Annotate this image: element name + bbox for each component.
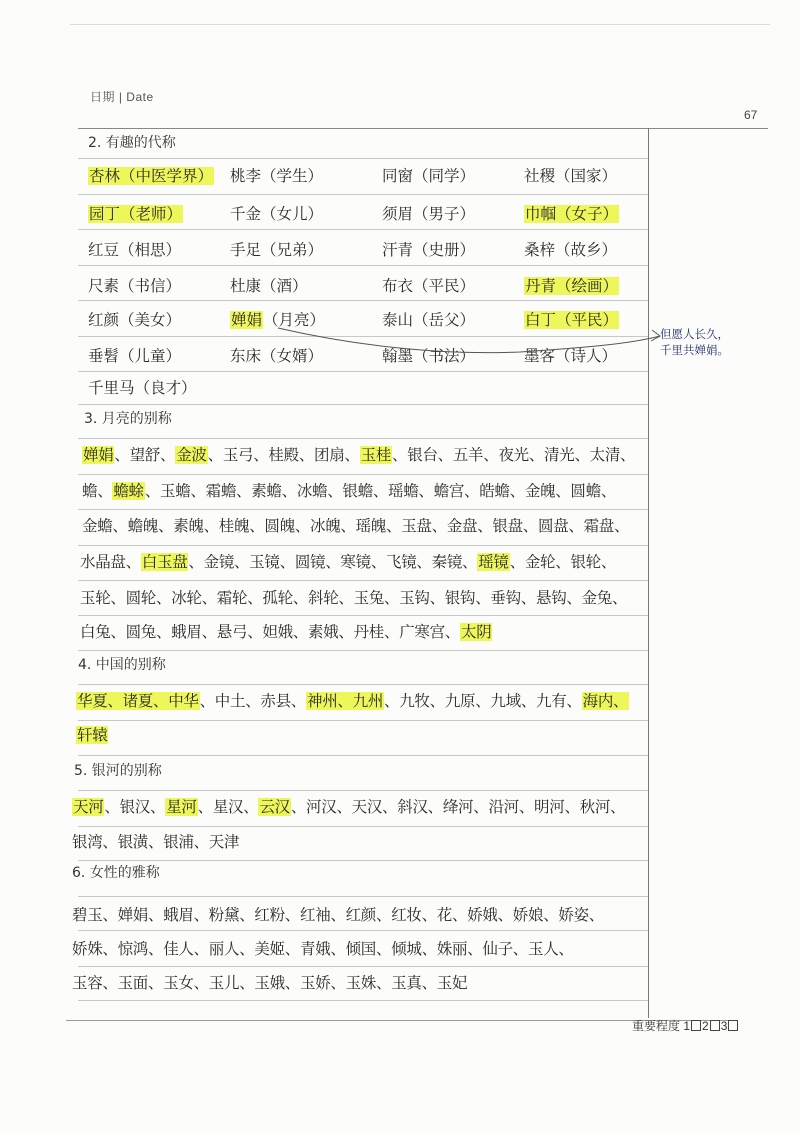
checkbox-2[interactable]	[710, 1020, 720, 1031]
text-line: 碧玉、婵娟、蛾眉、粉黛、红粉、红袖、红颜、红妆、花、娇娥、娇娘、娇姿、	[72, 906, 605, 924]
margin-note-line-2: 千里共婵娟。	[660, 343, 729, 357]
nickname-item: 杏林（中医学界）	[89, 167, 214, 185]
importance-level-1: 1	[683, 1019, 691, 1033]
nickname-item: 东床（女婿）	[230, 347, 324, 365]
nickname-item: 汗青（史册）	[382, 241, 476, 259]
margin-note-line-1: 但愿人长久，	[660, 327, 729, 341]
text-line: 蟾、蟾蜍、玉蟾、霜蟾、素蟾、冰蟾、银蟾、瑶蟾、蟾宫、皓蟾、金魄、圆蟾、	[82, 482, 617, 500]
nickname-item: 布衣（平民）	[382, 277, 476, 295]
nickname-item: 垂髫（儿童）	[88, 347, 182, 365]
nickname-item: 白丁（平民）	[525, 311, 619, 329]
nickname-item: 巾帼（女子）	[525, 205, 619, 223]
nickname-item: 须眉（男子）	[382, 205, 476, 223]
nickname-item: 红颜（美女）	[88, 311, 182, 329]
section-3-title: 3. 月亮的别称	[84, 411, 172, 427]
nickname-item: 墨客（诗人）	[524, 347, 618, 365]
importance-level-2: 2	[702, 1019, 709, 1033]
importance-label: 重要程度	[632, 1019, 681, 1033]
nickname-item: 桃李（学生）	[230, 167, 324, 185]
checkbox-3[interactable]	[728, 1020, 738, 1031]
importance-rating	[632, 1017, 739, 1034]
section-6-title: 6. 女性的雅称	[72, 865, 160, 881]
nickname-item: 翰墨（书法）	[382, 347, 476, 365]
nickname-item: 杜康（酒）	[230, 277, 308, 295]
text-line: 天河、银汉、星河、星汉、云汉、河汉、天汉、斜汉、绛河、沿河、明河、秋河、	[73, 798, 626, 816]
text-line: 娇姝、惊鸿、佳人、丽人、美姬、青娥、倾国、倾城、姝丽、仙子、玉人、	[72, 940, 574, 958]
text-line: 白兔、圆兔、蛾眉、悬弓、妲娥、素娥、丹桂、广寒宫、太阴	[80, 623, 492, 641]
text-line: 玉容、玉面、玉女、玉儿、玉娥、玉娇、玉姝、玉真、玉妃	[72, 974, 468, 992]
nickname-item: 婵娟（月亮）	[231, 311, 326, 329]
nickname-item: 泰山（岳父）	[382, 311, 476, 329]
text-line: 银湾、银潢、银浦、天津	[72, 833, 240, 851]
section-2-title: 2. 有趣的代称	[88, 135, 176, 151]
text-line: 婵娟、望舒、金波、玉弓、桂殿、团扇、玉桂、银台、五羊、夜光、清光、太清、	[83, 446, 636, 464]
date-label: 日期 | Date	[90, 90, 154, 104]
nickname-item: 丹青（绘画）	[525, 277, 619, 295]
nickname-item: 手足（兄弟）	[230, 241, 324, 259]
importance-level-3: 3	[720, 1019, 728, 1033]
nickname-item: 千金（女儿）	[230, 205, 324, 223]
nickname-item: 红豆（相思）	[88, 241, 182, 259]
text-line: 金蟾、蟾魄、素魄、桂魄、圆魄、冰魄、瑶魄、玉盘、金盘、银盘、圆盘、霜盘、	[82, 517, 630, 535]
section-5-title: 5. 银河的别称	[74, 763, 162, 779]
text-line: 玉轮、圆轮、冰轮、霜轮、孤轮、斜轮、玉兔、玉钩、银钩、垂钩、悬钩、金兔、	[80, 589, 628, 607]
text-line: 华夏、诸夏、中华、中土、赤县、神州、九州、九牧、九原、九域、九有、海内、	[77, 692, 629, 710]
page-number: 67	[744, 108, 758, 122]
nickname-item: 同窗（同学）	[382, 167, 476, 185]
nickname-item: 桑梓（故乡）	[524, 241, 618, 259]
text-line: 轩辕	[77, 726, 108, 744]
margin-note	[660, 326, 729, 358]
checkbox-1[interactable]	[691, 1020, 701, 1031]
nickname-item: 尺素（书信）	[88, 277, 182, 295]
nickname-item: 园丁（老师）	[89, 205, 183, 223]
nickname-item: 社稷（国家）	[524, 167, 618, 185]
nickname-item: 千里马（良才）	[88, 379, 197, 397]
text-line: 水晶盘、白玉盘、金镜、玉镜、圆镜、寒镜、飞镜、秦镜、瑶镜、金轮、银轮、	[80, 553, 617, 571]
section-4-title: 4. 中国的别称	[78, 657, 166, 673]
